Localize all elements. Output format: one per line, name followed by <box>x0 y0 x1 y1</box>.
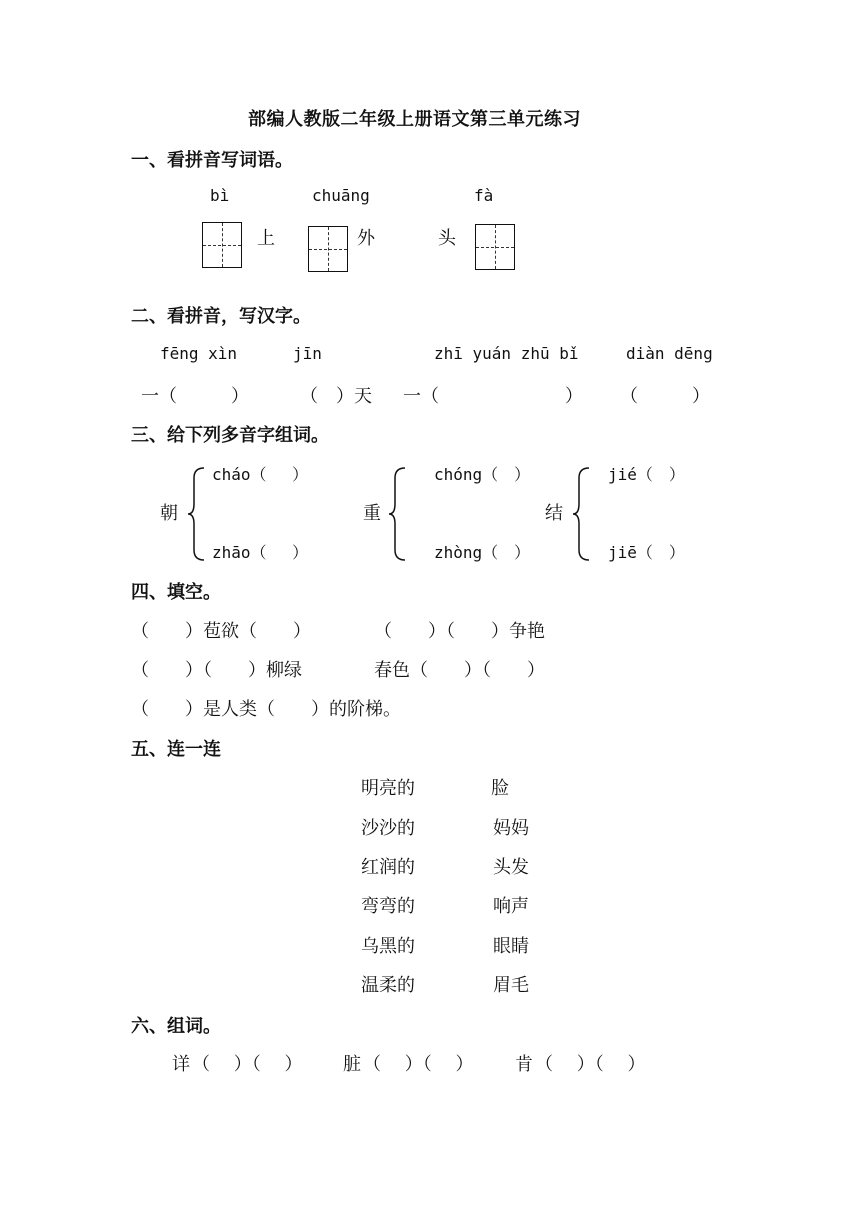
s3-char-2: 重 <box>363 503 381 524</box>
s2-blank-4[interactable]: （ ） <box>620 386 710 407</box>
s5-right-1[interactable]: 脸 <box>491 778 509 799</box>
section-6-heading: 六、组词。 <box>131 1016 221 1037</box>
s6-char-3: 肯 <box>515 1054 533 1075</box>
s2-blank-2[interactable]: （ ）天 <box>300 386 372 407</box>
s1-pinyin-1: bì <box>210 186 230 205</box>
s1-pinyin-2: chuāng <box>312 186 370 205</box>
s4-line-2a[interactable]: （ ）（ ）柳绿 <box>131 660 302 681</box>
s1-writing-box-1[interactable] <box>202 222 242 268</box>
s3-bottom-3[interactable]: jiē（ ） <box>608 543 685 562</box>
s1-writing-box-3[interactable] <box>475 224 515 270</box>
s1-writing-box-2[interactable] <box>308 226 348 272</box>
s2-blank-3[interactable]: 一（ ） <box>403 386 583 407</box>
s6-char-2: 脏 <box>343 1054 361 1075</box>
s6-char-1: 详 <box>172 1054 190 1075</box>
s1-suffix-1: 上 <box>257 228 275 249</box>
s5-right-4[interactable]: 响声 <box>493 896 529 917</box>
s5-right-2[interactable]: 妈妈 <box>493 818 529 839</box>
s3-top-2[interactable]: chóng（ ） <box>434 465 531 484</box>
s1-prefix-3: 头 <box>438 228 456 249</box>
s6-blanks-2[interactable]: （ ）（ ） <box>363 1054 474 1075</box>
s5-right-6[interactable]: 眉毛 <box>493 975 529 996</box>
s2-pinyin-4: diàn dēng <box>626 344 713 363</box>
s3-char-3: 结 <box>545 503 563 524</box>
s4-line-2b[interactable]: 春色（ ）（ ） <box>374 660 545 681</box>
s3-brace-3 <box>571 466 593 566</box>
s3-top-1[interactable]: cháo（ ） <box>212 465 309 484</box>
s4-line-3a[interactable]: （ ）是人类（ ）的阶梯。 <box>131 699 401 720</box>
s3-char-1: 朝 <box>160 503 178 524</box>
s3-top-3[interactable]: jié（ ） <box>608 465 685 484</box>
s5-right-5[interactable]: 眼睛 <box>493 936 529 957</box>
s3-bottom-2[interactable]: zhòng（ ） <box>434 543 531 562</box>
s2-pinyin-3: zhī yuán zhū bǐ <box>434 344 579 363</box>
s3-bottom-1[interactable]: zhāo（ ） <box>212 543 309 562</box>
section-1-heading: 一、看拼音写词语。 <box>131 150 293 171</box>
s6-blanks-3[interactable]: （ ）（ ） <box>535 1054 646 1075</box>
s2-pinyin-1: fēng xìn <box>160 344 238 363</box>
section-2-heading: 二、看拼音，写汉字。 <box>131 306 311 327</box>
s1-suffix-2: 外 <box>357 228 375 249</box>
s5-left-4[interactable]: 弯弯的 <box>361 896 415 917</box>
s5-left-2[interactable]: 沙沙的 <box>361 818 415 839</box>
s5-left-1[interactable]: 明亮的 <box>361 778 415 799</box>
s5-left-6[interactable]: 温柔的 <box>361 975 415 996</box>
s3-brace-2 <box>387 466 409 566</box>
s5-left-5[interactable]: 乌黑的 <box>361 936 415 957</box>
s2-pinyin-2: jīn <box>293 344 322 363</box>
section-4-heading: 四、填空。 <box>131 582 221 603</box>
s2-blank-1[interactable]: 一（ ） <box>141 386 249 407</box>
s4-line-1b[interactable]: （ ）（ ）争艳 <box>374 621 545 642</box>
s4-line-1a[interactable]: （ ）苞欲（ ） <box>131 621 311 642</box>
section-5-heading: 五、连一连 <box>131 739 221 760</box>
s1-pinyin-3: fà <box>474 186 494 205</box>
s5-right-3[interactable]: 头发 <box>493 857 529 878</box>
s6-blanks-1[interactable]: （ ）（ ） <box>192 1054 303 1075</box>
section-3-heading: 三、给下列多音字组词。 <box>131 425 329 446</box>
s3-brace-1 <box>186 466 208 566</box>
page-title: 部编人教版二年级上册语文第三单元练习 <box>248 109 581 130</box>
s5-left-3[interactable]: 红润的 <box>361 857 415 878</box>
